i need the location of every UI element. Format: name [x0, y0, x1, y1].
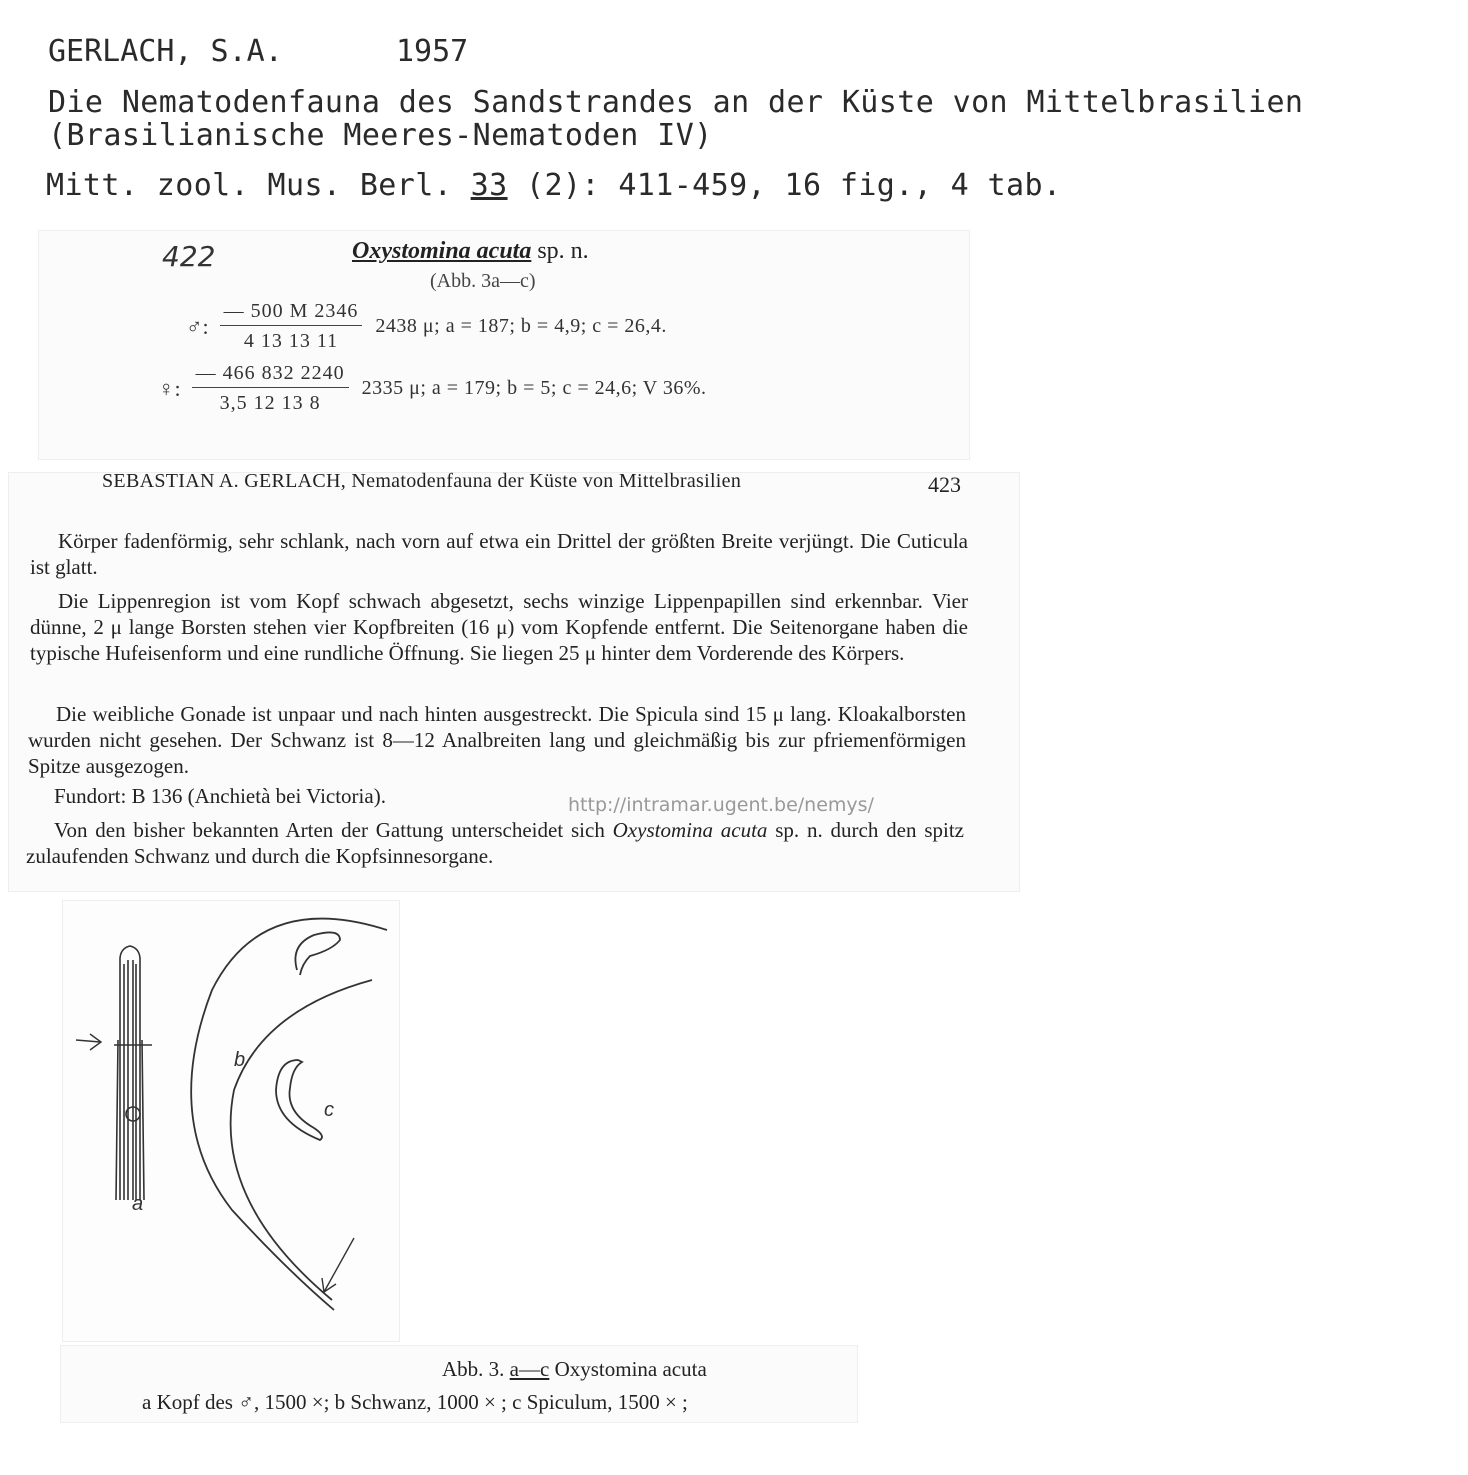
running-head: SEBASTIAN A. GERLACH, Nematodenfauna der Küste von Mittelbrasilien [102, 470, 742, 492]
female-values: 2335 μ; a = 179; b = 5; c = 24,6; V 36%. [361, 377, 707, 399]
pointer-arrow-icon [322, 1238, 354, 1292]
diagnosis-post: sp. n. durch den spitz zulaufenden Schwanz und durch die Kopfsinnesorgane. [26, 818, 964, 868]
nematode-figure [62, 900, 398, 1340]
paragraph-diagnosis [26, 817, 964, 869]
female-fraction [192, 362, 349, 415]
journal-prefix: Mitt. zool. Mus. Berl. [46, 168, 471, 203]
paragraph-locality: Fundort: B 136 (Anchietà bei Victoria). [54, 784, 386, 808]
species-heading [352, 238, 589, 265]
caption-species: Oxystomina acuta [549, 1357, 707, 1381]
female-denominator: 3,5 12 13 8 [219, 392, 321, 414]
tail-drawing-b [191, 919, 387, 1310]
paragraph-head-region: Die Lippenregion ist vom Kopf schwach abgesetzt, sechs winzige Lippenpapillen sind erkennbar. Vier dünne, 2 μ lange Borsten stehen vier Kopfbreiten (16 μ) vom Kopfende entfernt. Die Seitenorgane haben die typische Hufeisenform und eine rundliche Öffnung. Sie liegen 25 μ hinter dem Vorderende des Körpers. [30, 589, 968, 665]
male-fraction [220, 300, 363, 353]
caption-prefix: Abb. 3. [442, 1357, 510, 1381]
male-values: 2438 μ; a = 187; b = 4,9; c = 26,4. [375, 315, 667, 337]
reference-title-line2: (Brasilianische Meeres-Nematoden IV) [48, 118, 713, 153]
reference-year: 1957 [396, 34, 469, 69]
male-symbol: ♂: [186, 313, 209, 339]
figure-label-b: b [234, 1049, 246, 1071]
male-numerator: — 500 M 2346 [220, 300, 363, 326]
arrow-icon [76, 1034, 101, 1050]
journal-volume: 33 [470, 168, 508, 203]
female-symbol: ♀: [158, 375, 181, 401]
male-formula [186, 300, 667, 353]
reference-title-line1: Die Nematodenfauna des Sandstrandes an der Küste von Mittelbrasilien [48, 85, 1304, 120]
spiculum-drawing-c [276, 1060, 322, 1140]
female-numerator: — 466 832 2240 [192, 362, 349, 388]
figure-caption-title [442, 1357, 707, 1382]
handwritten-page-note: 422 [162, 240, 216, 273]
journal-suffix: (2): 411-459, 16 fig., 4 tab. [507, 168, 1062, 203]
paragraph-gonad-tail: Die weibliche Gonade ist unpaar und nach hinten ausgestreckt. Die Spicula sind 15 μ lang. Kloakalborsten wurden nicht gesehen. Der Schwanz ist 8—12 Analbreiten lang und gleichmäßig bis zur pfriemenförmigen Spitze ausgezogen. [28, 702, 966, 778]
diagnosis-pre: Von den bisher bekannten Arten der Gattung unterscheidet sich [54, 818, 613, 842]
watermark-url[interactable]: http://intramar.ugent.be/nemys/ [568, 794, 874, 816]
figure-reference: (Abb. 3a—c) [430, 270, 536, 292]
caption-range: a—c [509, 1357, 550, 1381]
reference-journal [46, 168, 1061, 203]
figure-label-c: c [324, 1099, 334, 1121]
figure-caption-legend: a Kopf des ♂, 1500 ×; b Schwanz, 1000 × ; c Spiculum, 1500 × ; [142, 1390, 688, 1414]
female-formula [158, 362, 707, 415]
species-name: Oxystomina acuta [352, 238, 532, 264]
species-suffix: sp. n. [531, 238, 589, 264]
figure-label-a: a [132, 1193, 144, 1215]
paragraph-body-shape: Körper fadenförmig, sehr schlank, nach vorn auf etwa ein Drittel der größten Breite verjüngt. Die Cuticula ist glatt. [30, 529, 968, 579]
head-drawing-a [114, 946, 152, 1200]
page-number: 423 [928, 472, 961, 497]
reference-author: GERLACH, S.A. [48, 34, 283, 69]
male-denominator: 4 13 13 11 [243, 330, 339, 352]
diagnosis-species: Oxystomina acuta [612, 818, 768, 842]
